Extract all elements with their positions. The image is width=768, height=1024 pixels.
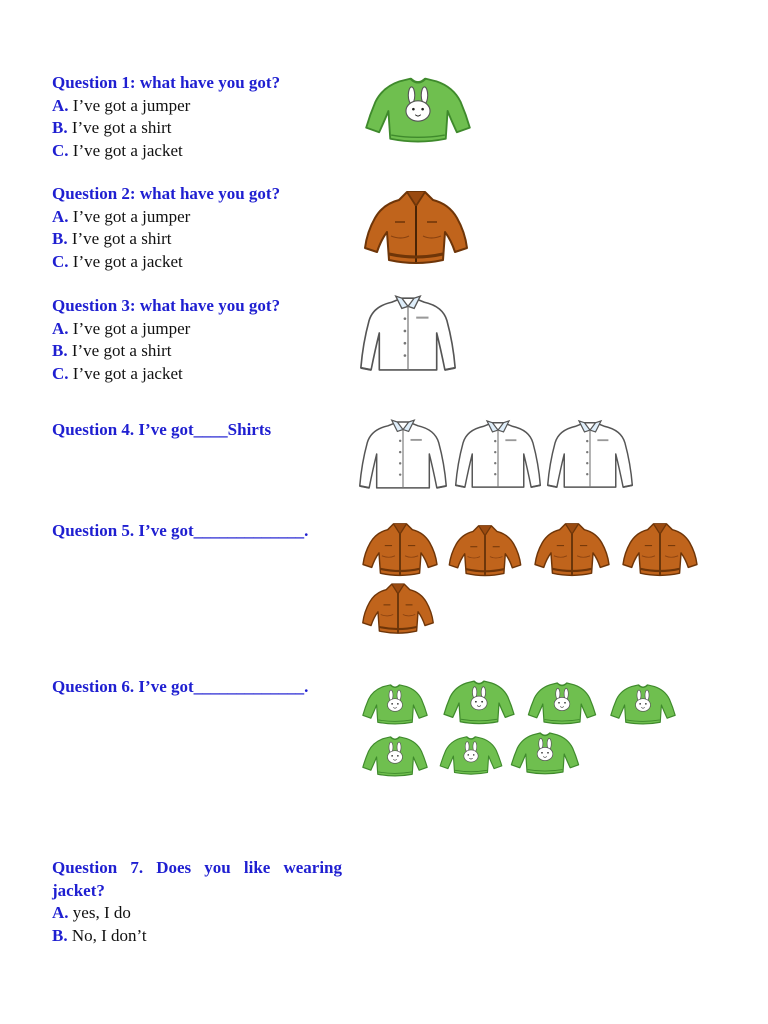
question-6-title: Question 6. I’ve got_____________. [52,677,309,696]
question-5 [52,520,342,543]
question-2-picture [360,188,472,268]
jacket-icon [363,524,437,575]
question-3 [52,295,342,385]
question-2-option-b[interactable]: B. I’ve got a shirt [52,229,172,248]
question-2-option-c[interactable]: C. I’ve got a jacket [52,251,183,271]
question-3-option-a[interactable]: A. I’ve got a jumper [52,318,191,338]
jumper-icon [363,737,427,776]
jacket-icon [535,524,609,575]
shirt-icon [356,292,460,374]
jumpers-group [356,678,686,780]
question-3-title: Question 3: what have you got? [52,296,281,315]
question-1-title: Question 1: what have you got? [52,73,281,92]
jackets-group [360,521,705,639]
question-2 [52,183,342,273]
shirt-icon [456,421,541,487]
shirts-group [356,416,646,492]
jacket-icon [363,584,433,633]
jumper-icon [611,685,675,724]
jumper-icon [440,737,502,774]
shirt-icon [548,421,633,487]
question-5-title: Question 5. I’ve got_____________. [52,521,309,540]
question-4-title: Question 4. I’ve got____Shirts [52,420,272,439]
jumper-icon [363,685,427,724]
question-2-option-a[interactable]: A. I’ve got a jumper [52,206,191,226]
question-3-picture [356,292,460,374]
question-7 [52,857,342,947]
jumper-icon [358,74,478,148]
question-2-title: Question 2: what have you got? [52,184,281,203]
jacket-icon [623,524,697,575]
question-4-picture [356,416,646,492]
question-1-option-a[interactable]: A. I’ve got a jumper [52,95,191,115]
jacket-icon [449,526,520,576]
question-1-option-c[interactable]: C. I’ve got a jacket [52,140,183,160]
jumper-icon [528,683,595,724]
question-7-option-a[interactable]: A. yes, I do [52,903,131,922]
question-4 [52,419,342,442]
jumper-icon [511,733,578,774]
question-6 [52,676,342,699]
question-6-picture [356,678,686,780]
question-3-option-b[interactable]: B. I’ve got a shirt [52,341,172,360]
shirt-icon [360,420,446,488]
jumper-icon [444,681,514,724]
question-5-picture [360,521,705,639]
question-1-option-b[interactable]: B. I’ve got a shirt [52,118,172,137]
question-1 [52,72,342,162]
question-7-title: Question 7. Does you like wearing jacket? [52,858,342,900]
question-1-picture [358,74,478,148]
question-7-option-b[interactable]: B. No, I don’t [52,925,147,945]
question-3-option-c[interactable]: C. I’ve got a jacket [52,363,183,383]
jacket-icon [360,188,472,268]
